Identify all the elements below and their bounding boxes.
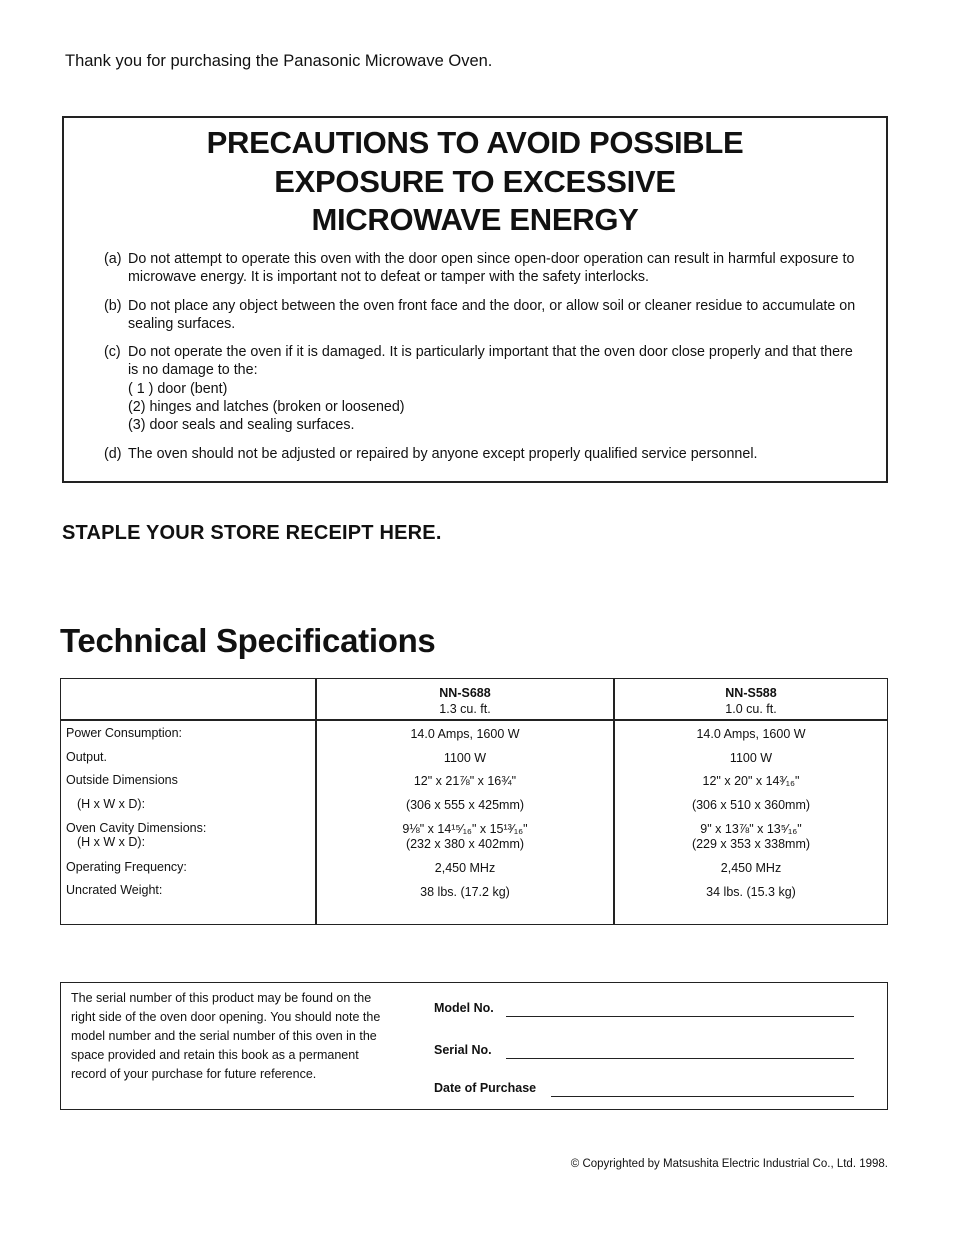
item-mark: (a) — [104, 251, 122, 267]
spec-value: 9⅛" x 14¹⁵⁄₁₆" x 15¹³⁄₁₆" — [402, 822, 528, 836]
spec-table — [60, 678, 888, 925]
spec-label: Output. — [66, 750, 107, 764]
tech-specs-title: Technical Specifications — [60, 622, 436, 659]
subitem: (3) door seals and sealing surfaces. — [128, 417, 355, 434]
spec-label: (H x W x D): — [77, 797, 146, 811]
spec-value: 12" x 20" x 14³⁄₁₆" — [702, 774, 800, 788]
spec-value: 14.0 Amps, 1600 W — [696, 727, 806, 741]
model-name: NN-S588 — [725, 686, 777, 700]
serial-no-label: Serial No. — [434, 1043, 492, 1057]
staple-receipt-heading: STAPLE YOUR STORE RECEIPT HERE. — [62, 522, 442, 544]
copyright-notice: © Copyrighted by Matsushita Electric Industrial Co., Ltd. 1998. — [570, 1158, 888, 1170]
precautions-title-line: MICROWAVE ENERGY — [311, 202, 639, 237]
precautions-title — [64, 124, 886, 240]
spec-value: 34 lbs. (15.3 kg) — [706, 885, 796, 899]
spec-value: 1100 W — [443, 751, 487, 765]
spec-value: 38 lbs. (17.2 kg) — [420, 885, 510, 899]
spec-value: (306 x 555 x 425mm) — [405, 798, 525, 812]
precaution-item-c — [104, 343, 864, 434]
item-text: Do not attempt to operate this oven with the door open since open-door operation can result in harmful exposure to microwave energy. It is important not to defeat or tamper with the safety interlocks. — [128, 251, 855, 286]
intro-text: Thank you for purchasing the Panasonic Microwave Oven. — [65, 52, 493, 70]
item-text: The oven should not be adjusted or repaired by anyone except properly qualified service personnel. — [128, 445, 758, 462]
spec-label: Uncrated Weight: — [66, 883, 163, 897]
item-text: Do not operate the oven if it is damaged. It is particularly important that the oven door close properly and that there is no damage to the: — [128, 344, 853, 379]
model-name: NN-S688 — [439, 686, 491, 700]
spec-value: 9" x 13⅞" x 13⁵⁄₁₆" — [700, 822, 802, 836]
spec-value: (232 x 380 x 402mm) — [405, 837, 525, 851]
serial-no-line[interactable] — [506, 1058, 854, 1059]
column-header — [615, 685, 887, 717]
precautions-title-line: PRECAUTIONS TO AVOID POSSIBLE — [206, 125, 744, 160]
spec-value: (306 x 510 x 360mm) — [691, 798, 811, 812]
spec-label: Oven Cavity Dimensions: — [66, 821, 207, 835]
model-capacity: 1.0 cu. ft. — [725, 702, 777, 716]
precautions-list — [104, 250, 864, 473]
spec-label: (H x W x D): — [77, 835, 146, 849]
item-text: Do not place any object between the oven front face and the door, or allow soil or cleaner residue to accumulate on sealing surfaces. — [128, 297, 856, 332]
spec-label: Outside Dimensions — [66, 773, 178, 787]
precautions-box — [62, 116, 888, 483]
spec-value: (229 x 353 x 338mm) — [691, 837, 811, 851]
precautions-title-line: EXPOSURE TO EXCESSIVE — [274, 163, 676, 199]
spec-label: Operating Frequency: — [66, 860, 187, 874]
spec-value: 2,450 MHz — [434, 861, 496, 875]
spec-label: Power Consumption: — [66, 726, 183, 740]
model-no-line[interactable] — [506, 1016, 854, 1017]
spec-value: 2,450 MHz — [720, 861, 782, 875]
date-of-purchase-label: Date of Purchase — [434, 1081, 537, 1095]
date-of-purchase-line[interactable] — [551, 1096, 854, 1097]
spec-value: 12" x 21⅞" x 16¾" — [413, 774, 517, 788]
column-header — [317, 685, 613, 717]
precaution-item-b — [104, 297, 864, 334]
item-mark: (d) — [104, 445, 122, 462]
precaution-item-d — [104, 445, 864, 463]
serial-note: The serial number of this product may be found on the right side of the oven door opening. You should note the model number and the serial number of this oven in the space provided and retain this book as a permanent record of your purchase for future reference. — [71, 991, 381, 1081]
spec-value: 14.0 Amps, 1600 W — [410, 727, 520, 741]
spec-value: 1100 W — [729, 751, 773, 765]
model-no-label: Model No. — [434, 1001, 494, 1015]
subitem: (2) hinges and latches (broken or loosened) — [128, 399, 405, 416]
item-mark: (c) — [104, 344, 121, 361]
model-capacity: 1.3 cu. ft. — [439, 702, 491, 716]
item-mark: (b) — [104, 297, 122, 314]
precaution-item-a — [104, 250, 864, 287]
serial-record-box — [60, 982, 888, 1110]
table-header-rule — [61, 719, 887, 721]
subitem: ( 1 ) door (bent) — [128, 380, 228, 397]
